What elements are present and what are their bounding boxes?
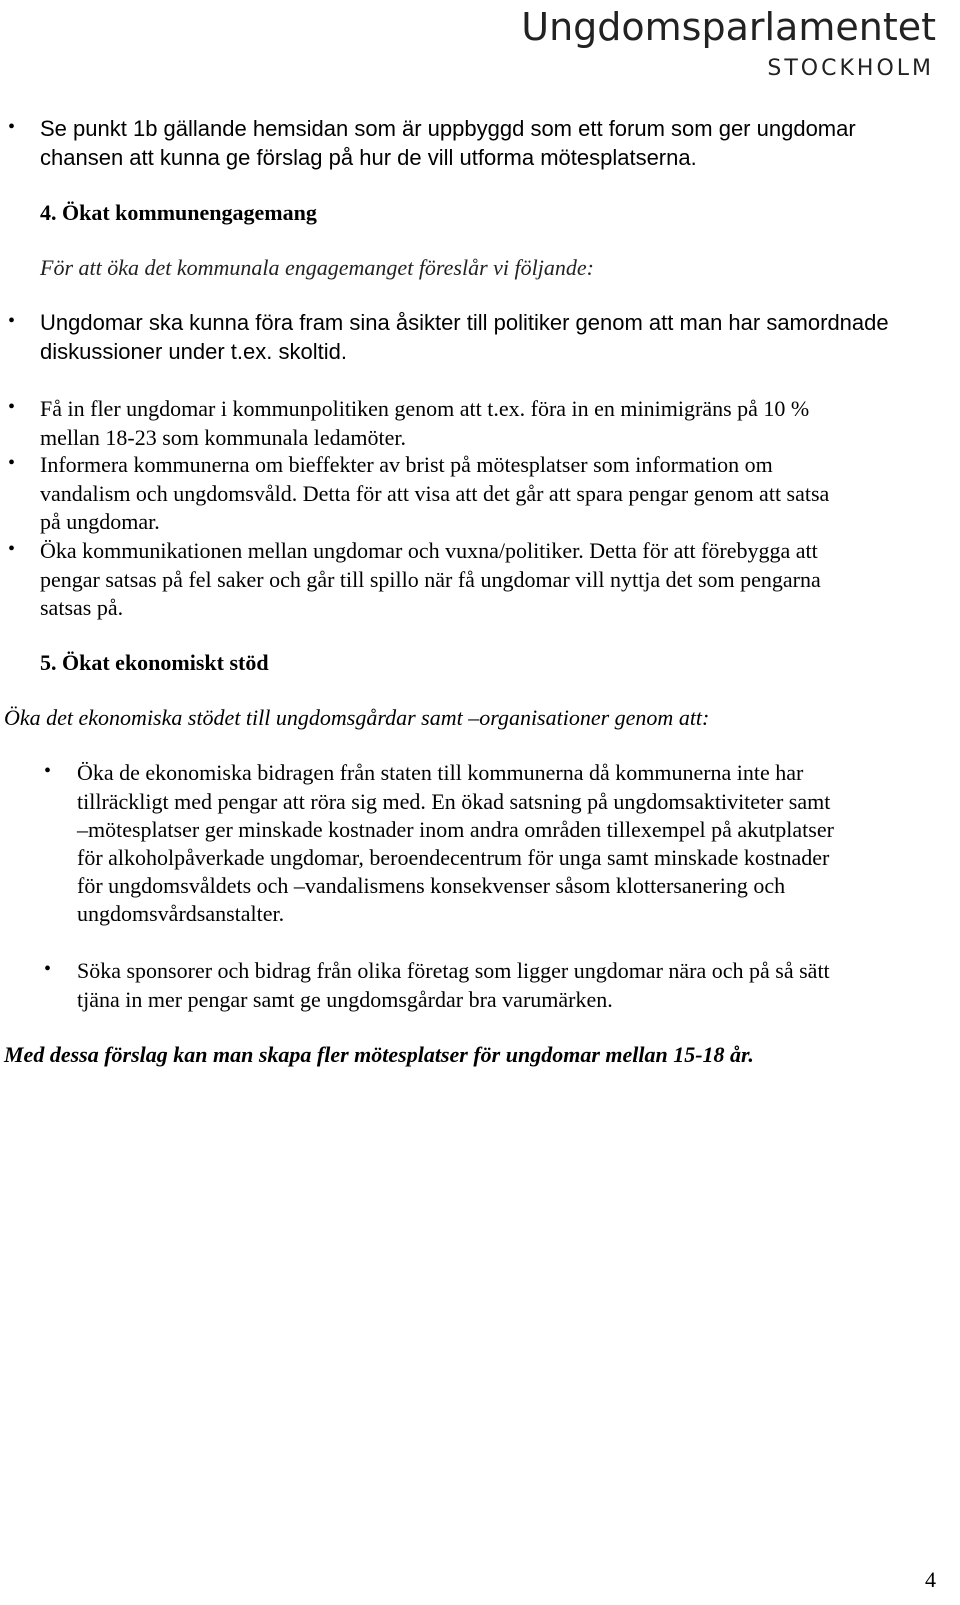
paragraph-line: tjäna in mer pengar samt ge ungdomsgårdar bra varumärken. bbox=[77, 987, 613, 1012]
section-intro: För att öka det kommunala engagemanget föreslår vi följande: bbox=[40, 255, 594, 280]
paragraph-line: för ungdomsvåldets och –vandalismens konsekvenser såsom klottersanering och bbox=[77, 873, 786, 898]
bullet-icon: • bbox=[8, 116, 16, 138]
paragraph-line: Informera kommunerna om bieffekter av brist på mötesplatser som information om bbox=[40, 452, 773, 477]
paragraph-line: Öka kommunikationen mellan ungdomar och vuxna/politiker. Detta för att förebygga att bbox=[40, 538, 818, 563]
paragraph-line: tillräckligt med pengar att röra sig med. En ökad satsning på ungdomsaktiviteter samt bbox=[77, 789, 831, 814]
paragraph-line: Se punkt 1b gällande hemsidan som är uppbyggd som ett forum som ger ungdomar bbox=[40, 116, 856, 141]
section-heading: 4. Ökat kommunengagemang bbox=[40, 200, 317, 225]
paragraph-line: Öka de ekonomiska bidragen från staten till kommunerna då kommunerna inte har bbox=[77, 760, 804, 785]
section-heading: 5. Ökat ekonomiskt stöd bbox=[40, 650, 269, 675]
conclusion: Med dessa förslag kan man skapa fler mötesplatser för ungdomar mellan 15-18 år. bbox=[4, 1042, 754, 1067]
page-number: 4 bbox=[925, 1567, 936, 1592]
logo-subtitle: STOCKHOLM bbox=[767, 56, 934, 81]
paragraph-line: för alkoholpåverkade ungdomar, beroendecentrum för unga samt minskade kostnader bbox=[77, 845, 830, 870]
paragraph-line: pengar satsas på fel saker och går till spillo när få ungdomar vill nyttja det som pengarna bbox=[40, 567, 821, 592]
paragraph-line: Söka sponsorer och bidrag från olika företag som ligger ungdomar nära och på så sätt bbox=[77, 958, 830, 983]
paragraph-line: vandalism och ungdomsvåld. Detta för att visa att det går att spara pengar genom att satsa bbox=[40, 481, 830, 506]
bullet-icon: • bbox=[8, 310, 16, 332]
logo-title: Ungdomsparlamentet bbox=[521, 5, 936, 49]
paragraph-line: satsas på. bbox=[40, 595, 124, 620]
bullet-icon: • bbox=[44, 958, 52, 980]
bullet-icon: • bbox=[8, 538, 16, 560]
paragraph-line: mellan 18-23 som kommunala ledamöter. bbox=[40, 425, 406, 450]
paragraph-line: på ungdomar. bbox=[40, 509, 160, 534]
paragraph-line: Få in fler ungdomar i kommunpolitiken genom att t.ex. föra in en minimigräns på 10 % bbox=[40, 396, 810, 421]
paragraph-line: –mötesplatser ger minskade kostnader inom andra områden tillexempel på akutplatser bbox=[77, 817, 834, 842]
paragraph-line: diskussioner under t.ex. skoltid. bbox=[40, 339, 347, 364]
bullet-icon: • bbox=[44, 760, 52, 782]
bullet-icon: • bbox=[8, 396, 16, 418]
paragraph-line: chansen att kunna ge förslag på hur de vill utforma mötesplatserna. bbox=[40, 145, 697, 170]
section-intro: Öka det ekonomiska stödet till ungdomsgårdar samt –organisationer genom att: bbox=[4, 705, 710, 730]
bullet-icon: • bbox=[8, 452, 16, 474]
paragraph-line: ungdomsvårdsanstalter. bbox=[77, 901, 285, 926]
paragraph-line: Ungdomar ska kunna föra fram sina åsikter till politiker genom att man har samordnade bbox=[40, 310, 889, 335]
